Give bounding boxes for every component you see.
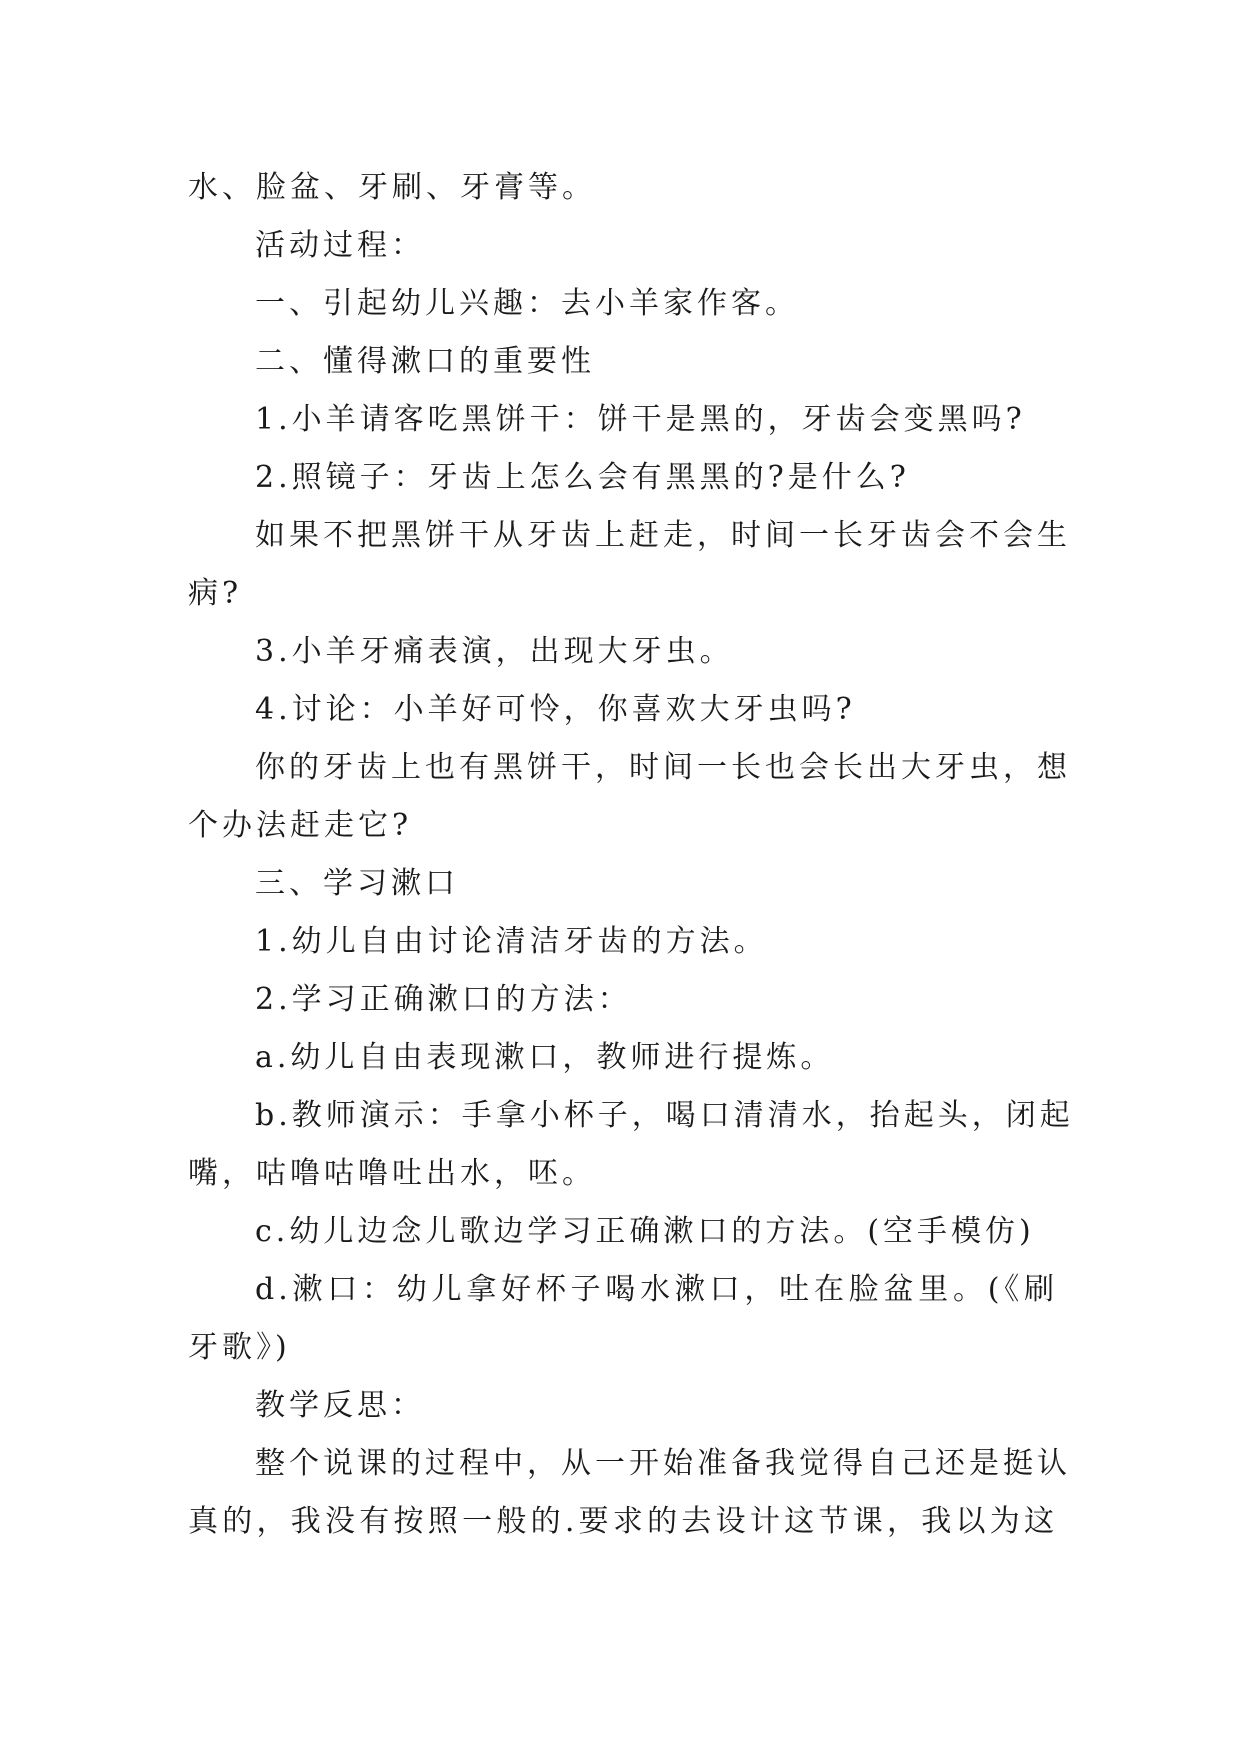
list-item: b.教师演示：手拿小杯子，喝口清清水，抬起头，闭起 [255,1098,1074,1133]
list-item: d.漱口：幼儿拿好杯子喝水漱口，吐在脸盆里。(《刷 [255,1272,1058,1307]
list-item: c.幼儿边念儿歌边学习正确漱口的方法。(空手模仿) [255,1214,1035,1249]
body-text-line: 牙歌》) [188,1330,291,1365]
body-text-line: 整个说课的过程中，从一开始准备我觉得自己还是挺认 [255,1446,1071,1481]
section-heading: 活动过程： [255,228,425,263]
section-heading: 教学反思： [255,1388,425,1423]
body-text-line: 个办法赶走它? [188,808,413,843]
list-item: 2.学习正确漱口的方法： [255,982,632,1017]
body-text-line: 嘴，咕噜咕噜吐出水，呸。 [188,1156,596,1191]
body-text-line: 如果不把黑饼干从牙齿上赶走，时间一长牙齿会不会生 [255,518,1071,553]
body-text-line: 你的牙齿上也有黑饼干，时间一长也会长出大牙虫，想 [255,750,1071,785]
list-item: 4.讨论：小羊好可怜，你喜欢大牙虫吗? [255,692,856,727]
section-heading: 三、学习漱口 [255,866,459,901]
list-item: 1.幼儿自由讨论清洁牙齿的方法。 [255,924,768,959]
body-text-line: 真的，我没有按照一般的.要求的去设计这节课，我以为这 [188,1504,1058,1539]
body-text-line: 病? [188,576,243,611]
body-text-line: 一、引起幼儿兴趣：去小羊家作客。 [255,286,799,321]
list-item: 3.小羊牙痛表演，出现大牙虫。 [255,634,734,669]
section-heading: 二、懂得漱口的重要性 [255,344,595,379]
list-item: 1.小羊请客吃黑饼干：饼干是黑的，牙齿会变黑吗? [255,402,1026,437]
body-text-line: 水、脸盆、牙刷、牙膏等。 [188,170,596,205]
list-item: a.幼儿自由表现漱口，教师进行提炼。 [255,1040,835,1075]
list-item: 2.照镜子：牙齿上怎么会有黑黑的?是什么? [255,460,910,495]
